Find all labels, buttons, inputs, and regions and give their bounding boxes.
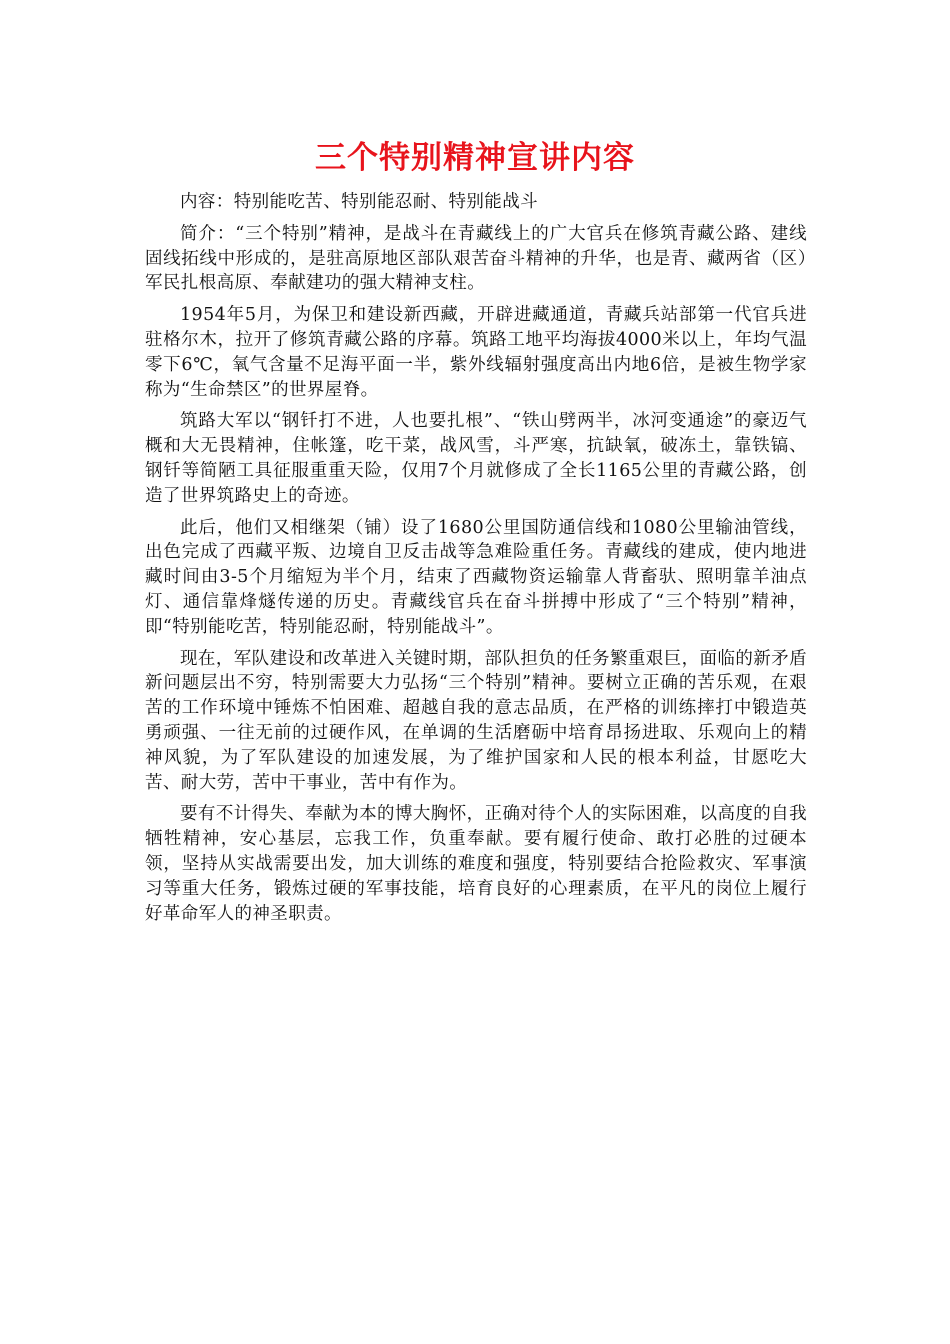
paragraph-later-achievements: 此后，他们又相继架（铺）设了1680公里国防通信线和1080公里输油管线，出色完成了西藏平叛、边境自卫反击战等急难险重任务。青藏线的建成，使内地进藏时间由3-5个月缩短为半个月，结束了西藏物资运输靠人背畜驮、照明靠羊油点灯、通信靠烽燧传递的历史。青藏线官兵在奋斗拼搏中形成了“三个特别”精神，即“特别能吃苦，特别能忍耐，特别能战斗”。 <box>145 517 807 637</box>
paragraph-content-summary: 内容：特别能吃苦、特别能忍耐、特别能战斗 <box>180 192 538 212</box>
paragraph-dedication: 要有不计得失、奉献为本的博大胸怀，正确对待个人的实际困难，以高度的自我牺牲精神，安心基层，忘我工作，负重奉献。要有履行使命、敢打必胜的过硬本领，坚持从实战需要出发，加大训练的难度和强度，特别要结合抢险救灾、军事演习等重大任务，锻炼过硬的军事技能，培育良好的心理素质，在平凡的岗位上履行好革命军人的神圣职责。 <box>145 804 807 924</box>
document-title: 三个特别精神宣讲内容 <box>315 140 635 176</box>
document-body <box>145 190 807 933</box>
paragraph-history-1954: 1954年5月，为保卫和建设新西藏，开辟进藏通道，青藏兵站部第一代官兵进驻格尔木，拉开了修筑青藏公路的序幕。筑路工地平均海拔4000米以上，年均气温零下6℃，氧气含量不足海平面一半，紫外线辐射强度高出内地6倍，是被生物学家称为“生命禁区”的世界屋脊。 <box>145 305 807 400</box>
paragraph-current-era: 现在，军队建设和改革进入关键时期，部队担负的任务繁重艰巨，面临的新矛盾新问题层出不穷，特别需要大力弘扬“三个特别”精神。要树立正确的苦乐观，在艰苦的工作环境中锤炼不怕困难、超越自我的意志品质，在严格的训练摔打中锻造英勇顽强、一往无前的过硬作风，在单调的生活磨砺中培育昂扬进取、乐观向上的精神风貌，为了军队建设的加速发展，为了维护国家和人民的根本利益，甘愿吃大苦、耐大劳，苦中干事业，苦中有作为。 <box>145 648 807 793</box>
paragraph-introduction: 简介：“三个特别”精神，是战斗在青藏线上的广大官兵在修筑青藏公路、建线固线拓线中形成的，是驻高原地区部队艰苦奋斗精神的升华，也是青、藏两省（区）军民扎根高原、奉献建功的强大精神支柱。 <box>145 223 807 294</box>
paragraph-road-construction: 筑路大军以“钢钎打不进，人也要扎根”、“铁山劈两半，冰河变通途”的豪迈气概和大无畏精神，住帐篷，吃干菜，战风雪，斗严寒，抗缺氧，破冻土，靠铁镐、钢钎等简陋工具征服重重天险，仅用7个月就修成了全长1165公里的青藏公路，创造了世界筑路史上的奇迹。 <box>145 411 807 506</box>
